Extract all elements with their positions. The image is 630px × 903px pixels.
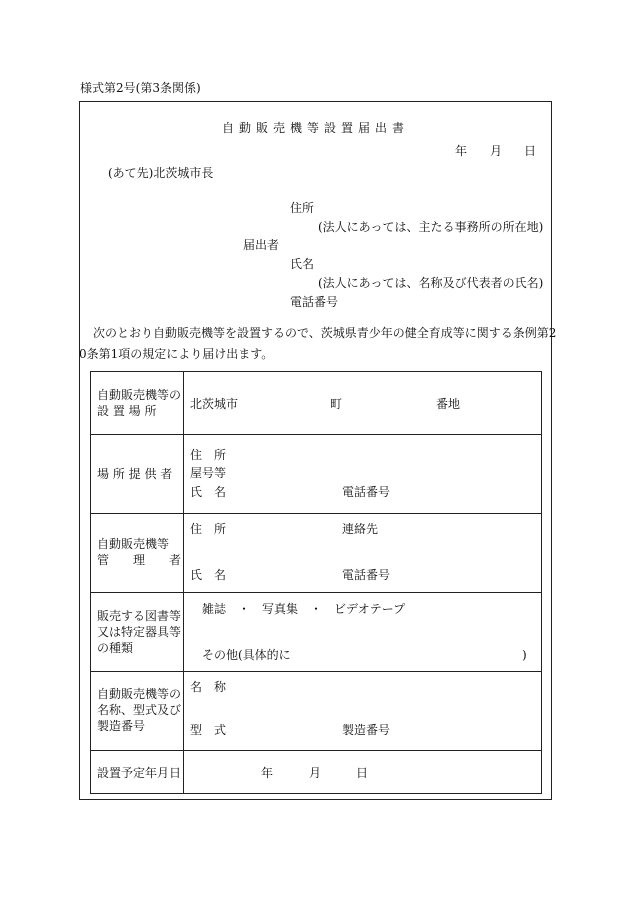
form-number: 様式第2号(第3条関係)	[80, 81, 201, 95]
location-label-1: 自動販売機等の	[97, 388, 182, 402]
body-text-line-1: 次のとおり自動販売機等を設置するので、茨城県青少年の健全育成等に関する条例第2	[93, 326, 557, 340]
notifier-name-note: (法人にあっては、名称及び代表者の氏名)	[318, 276, 544, 290]
table-row-machine	[91, 672, 542, 751]
table-row-install-date	[91, 751, 542, 794]
manager-value-cell	[184, 514, 542, 593]
label-cell	[91, 672, 184, 751]
date-day: 日	[524, 144, 537, 158]
machine-label-2: 名称、型式及び	[97, 703, 182, 717]
location-city: 北茨城市	[190, 397, 239, 411]
table-row-items	[91, 593, 542, 672]
addressee: (あて先)北茨城市長	[108, 166, 214, 180]
items-label-3: の種類	[97, 641, 134, 655]
provider-value-cell	[184, 435, 542, 514]
body-text-line-2: 0条第1項の規定により届け出ます。	[79, 347, 274, 361]
manager-label-2: 管 理 者	[97, 553, 182, 567]
location-town: 町	[330, 397, 343, 411]
install-date-label: 設置予定年月日	[97, 766, 182, 780]
notifier-address-note: (法人にあっては、主たる事務所の所在地)	[318, 220, 544, 234]
items-label-2: 又は特定器具等	[97, 625, 182, 639]
items-other-close: )	[522, 648, 527, 662]
label-cell	[91, 514, 184, 593]
items-options: 雑誌 ・ 写真集 ・ ビデオテープ	[202, 602, 406, 616]
install-year: 年	[261, 766, 274, 780]
location-label-2: 設 置 場 所	[97, 404, 157, 418]
provider-name-label: 氏 名	[190, 485, 227, 499]
install-date-value-cell	[184, 751, 542, 794]
location-lot: 番地	[436, 397, 461, 411]
label-cell	[91, 372, 184, 435]
items-other-open: その他(具体的に	[202, 648, 291, 662]
notifier-name-label: 氏名	[290, 257, 315, 271]
provider-label: 場 所 提 供 者	[97, 467, 173, 481]
provider-address-label: 住 所	[190, 448, 227, 462]
table-row-location	[91, 372, 542, 435]
manager-name-label: 氏 名	[190, 568, 227, 582]
table-row-manager	[91, 514, 542, 593]
date-year: 年	[455, 144, 468, 158]
machine-serial-label: 製造番号	[342, 723, 391, 737]
machine-model-label: 型 式	[190, 723, 227, 737]
table-row-provider	[91, 435, 542, 514]
manager-contact-label: 連絡先	[342, 522, 379, 536]
manager-address-label: 住 所	[190, 522, 227, 536]
location-value-cell	[184, 372, 542, 435]
label-cell	[91, 593, 184, 672]
machine-value-cell	[184, 672, 542, 751]
install-month: 月	[309, 766, 322, 780]
machine-name-label: 名 称	[190, 680, 227, 694]
provider-shop-label: 屋号等	[190, 466, 227, 480]
install-day: 日	[356, 766, 369, 780]
notifier-address-label: 住所	[290, 201, 315, 215]
label-cell	[91, 435, 184, 514]
notifier-label: 届出者	[243, 238, 280, 252]
machine-label-3: 製造番号	[97, 719, 146, 733]
notifier-phone-label: 電話番号	[290, 295, 339, 309]
notification-table	[90, 371, 542, 794]
date-month: 月	[490, 144, 503, 158]
machine-label-1: 自動販売機等の	[97, 687, 182, 701]
manager-phone-label: 電話番号	[342, 568, 391, 582]
manager-label-1: 自動販売機等	[97, 537, 170, 551]
items-label-1: 販売する図書等	[97, 609, 182, 623]
items-value-cell	[184, 593, 542, 672]
form-title: 自動販売機等設置届出書	[222, 121, 410, 135]
label-cell	[91, 751, 184, 794]
provider-phone-label: 電話番号	[342, 485, 391, 499]
